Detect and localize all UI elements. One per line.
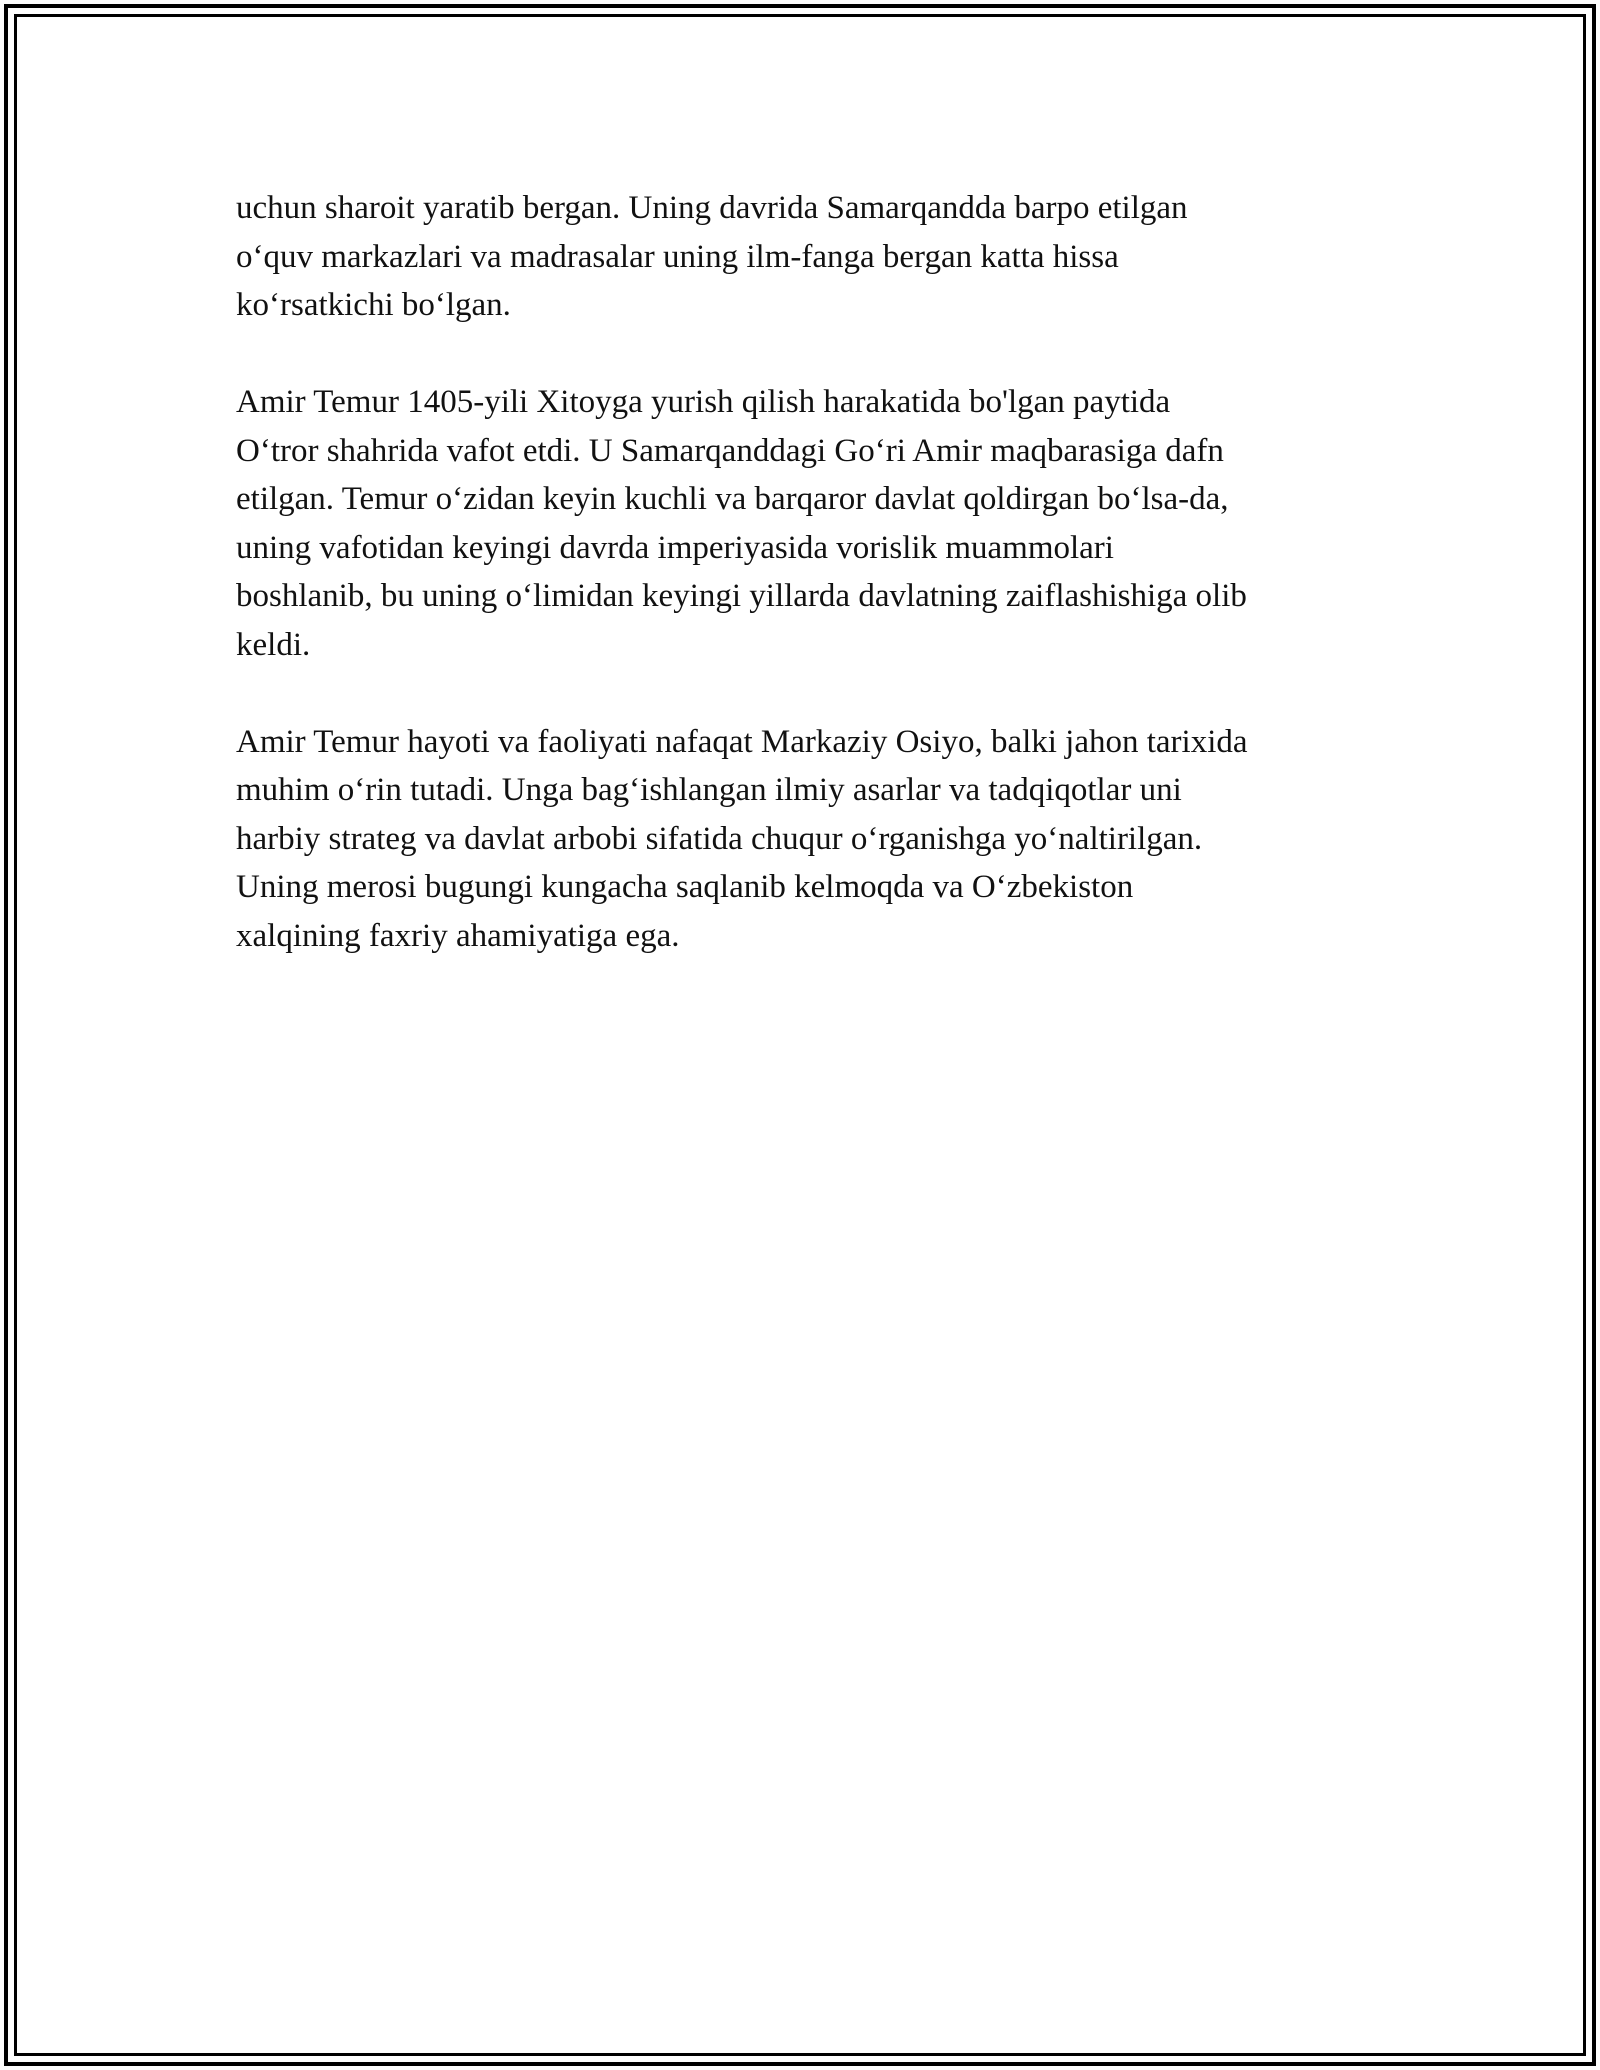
paragraph-madrasalar: uchun sharoit yaratib bergan. Uning davrida Samarqandda barpo etilgan o‘quv markazlari va madrasalar uning ilm-fanga bergan katta hissa ko‘rsatkichi bo‘lgan. xyxy=(236,190,1188,323)
paragraph-death-of-temur: Amir Temur 1405-yili Xitoyga yurish qilish harakatida bo'lgan paytida O‘tror shahrida vafot etdi. U Samarqanddagi Go‘ri Amir maqbarasiga dafn etilgan. Temur o‘zidan keyin kuchli va barqaror davlat qoldirgan bo‘lsa-da, uning vafotidan keyingi davrda imperiyasida vorislik muammolari boshlanib, bu uning o‘limidan keyingi yillarda davlatning zaiflashishiga olib keldi. xyxy=(236,384,1247,663)
paragraph-legacy: Amir Temur hayoti va faoliyati nafaqat Markaziy Osiyo, balki jahon tarixida muhim o‘rin tutadi. Unga bag‘ishlangan ilmiy asarlar va tadqiqotlar uni harbiy strateg va davlat arbobi sifatida chuqur o‘rganishga yo‘naltirilgan. Uning merosi bugungi kungacha saqlanib kelmoqda va O‘zbekiston xalqining faxriy ahamiyatiga ega. xyxy=(236,723,1248,954)
document-body xyxy=(236,184,1376,1009)
